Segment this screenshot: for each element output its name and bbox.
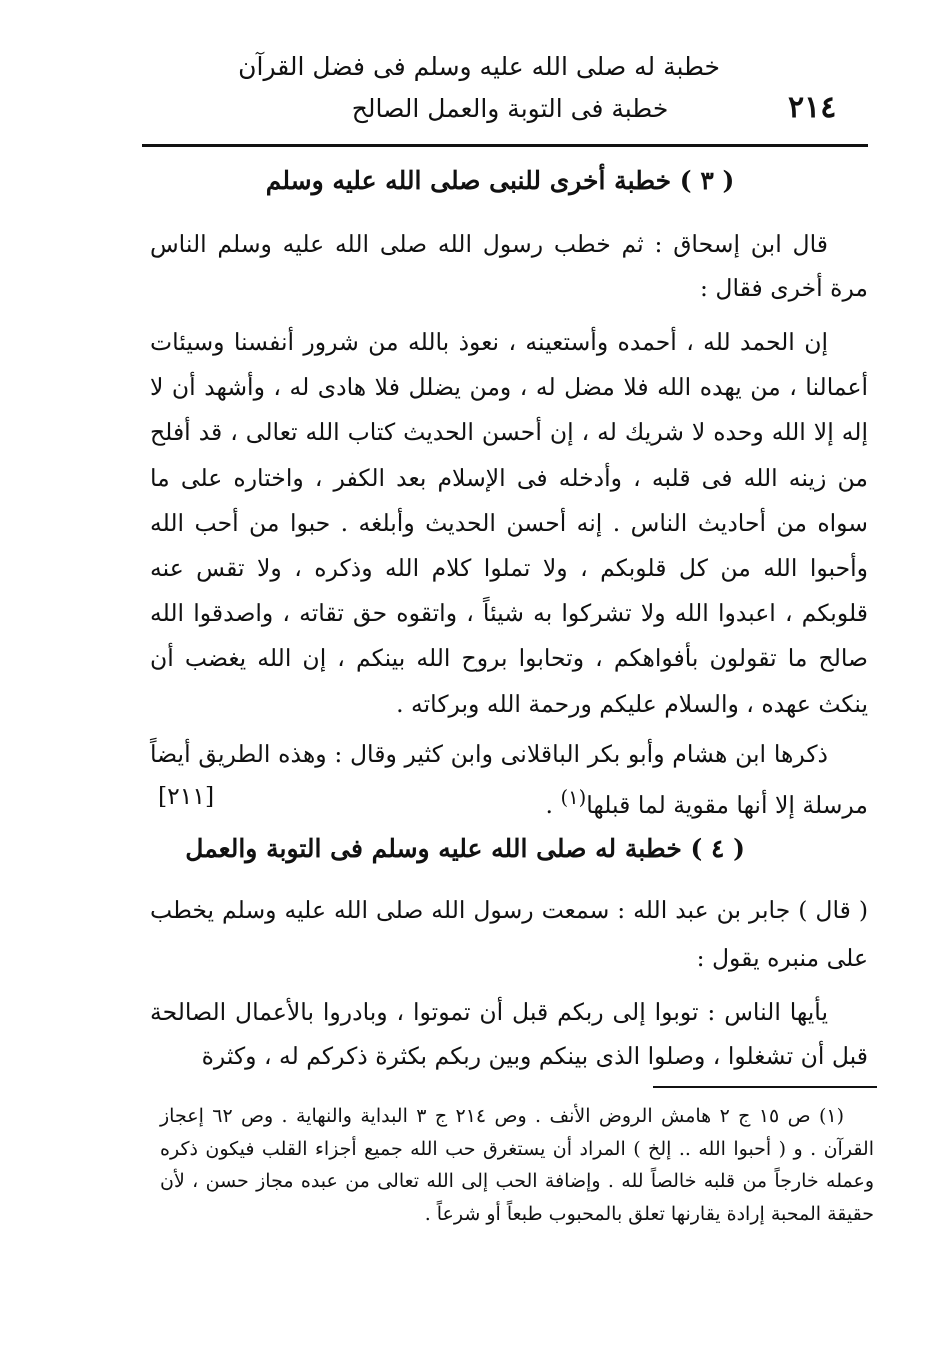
section-4-intro-text: ( قال ) جابر بن عبد الله : سمعت رسول الله صلى الله عليه وسلم يخطب على منبره يقول : xyxy=(150,896,868,972)
section-3-sermon-text: إن الحمد لله ، أحمده وأستعينه ، نعوذ بالله من شرور أنفسنا وسيئات أعمالنا ، من يهده الله فلا مضل له ، ومن يضلل فلا هادى له ، وأشهد أن لا إله إلا الله وحده لا شريك له ، إن أحسن الحديث كتاب الله تعالى ، قد أفلح من زينه الله فى قلبه ، وأدخله فى الإسلام بعد الكفر ، واختاره على ما سواه من أحاديث الناس . إنه أحسن الحديث وأبلغه . حبوا من أحب الله وأحبوا الله من كل قلوبكم ، ولا تملوا كلام الله وذكره ، ولا تقس عنه قلوبكم ، اعبدوا الله ولا تشركوا به شيئاً ، واتقوه حق تقاته ، واصدقوا الله صالح ما تقولون بأفواهكم ، وتحابوا بروح الله بينكم ، إن الله يغضب أن ينكث عهده ، والسلام عليكم ورحمة الله وبركاته . xyxy=(150,328,868,718)
page-number: ٢١٤ xyxy=(788,90,837,125)
footnote-divider xyxy=(653,1086,877,1088)
section-4-sermon xyxy=(150,990,868,1078)
header-divider xyxy=(142,144,868,147)
running-header xyxy=(238,46,720,130)
section-3-sermon xyxy=(150,320,868,727)
running-title-line-1: خطبة له صلى الله عليه وسلم فى فضل القرآن xyxy=(238,52,720,81)
section-3-intro xyxy=(150,222,868,310)
section-4-sermon-text: يأيها الناس : توبوا إلى ربكم قبل أن تموتوا ، وبادروا بالأعمال الصالحة قبل أن تشغلوا ، وصلوا الذى بينكم وبين ربكم بكثرة ذكركم له ، وكثرة xyxy=(150,998,868,1070)
source-reference: [٢١١] xyxy=(158,782,215,810)
footnote-marker: (١) xyxy=(560,786,587,809)
section-3-title: ( ٣ ) خطبة أخرى للنبى صلى الله عليه وسلم xyxy=(265,166,735,195)
running-title-line-2: خطبة فى التوبة والعمل الصالح xyxy=(351,94,669,123)
section-3-source-note: ذكرها ابن هشام وأبو بكر الباقلانى وابن كثير وقال : وهذه الطريق أيضاً مرسلة إلا أنها مقوية لما قبلها$^{(١)}$ . xyxy=(150,740,868,819)
footnote: (١) ص ١٥ ج ٢ هامش الروض الأنف . وص ٢١٤ ج ٣ البداية والنهاية . وص ٦٢ إعجاز القرآن . و ( أحبوا الله .. إلخ ) المراد أن يستغرق حب الله جميع أجزاء القلب فيكون ذكره وعمله خارجاً من قلبه خالصاً لله . وإضافة الحب إلى الله تعالى من عبده مجاز حسن ، لأن حقيقة المحبة إرادة يقارنها تعلق بالمحبوب طبعاً أو شرعاً . xyxy=(160,1105,874,1225)
section-4-intro xyxy=(150,886,868,982)
section-4-title: ( ٤ ) خطبة له صلى الله عليه وسلم فى التوبة والعمل xyxy=(185,834,745,863)
section-3-intro-text: قال ابن إسحاق : ثم خطب رسول الله صلى الله عليه وسلم الناس مرة أخرى فقال : xyxy=(150,230,868,302)
section-3-source-text: ذكرها ابن هشام وأبو بكر الباقلانى وابن كثير وقال : وهذه الطريق أيضاً مرسلة إلا أنها مقوية لما قبلها xyxy=(150,740,868,819)
